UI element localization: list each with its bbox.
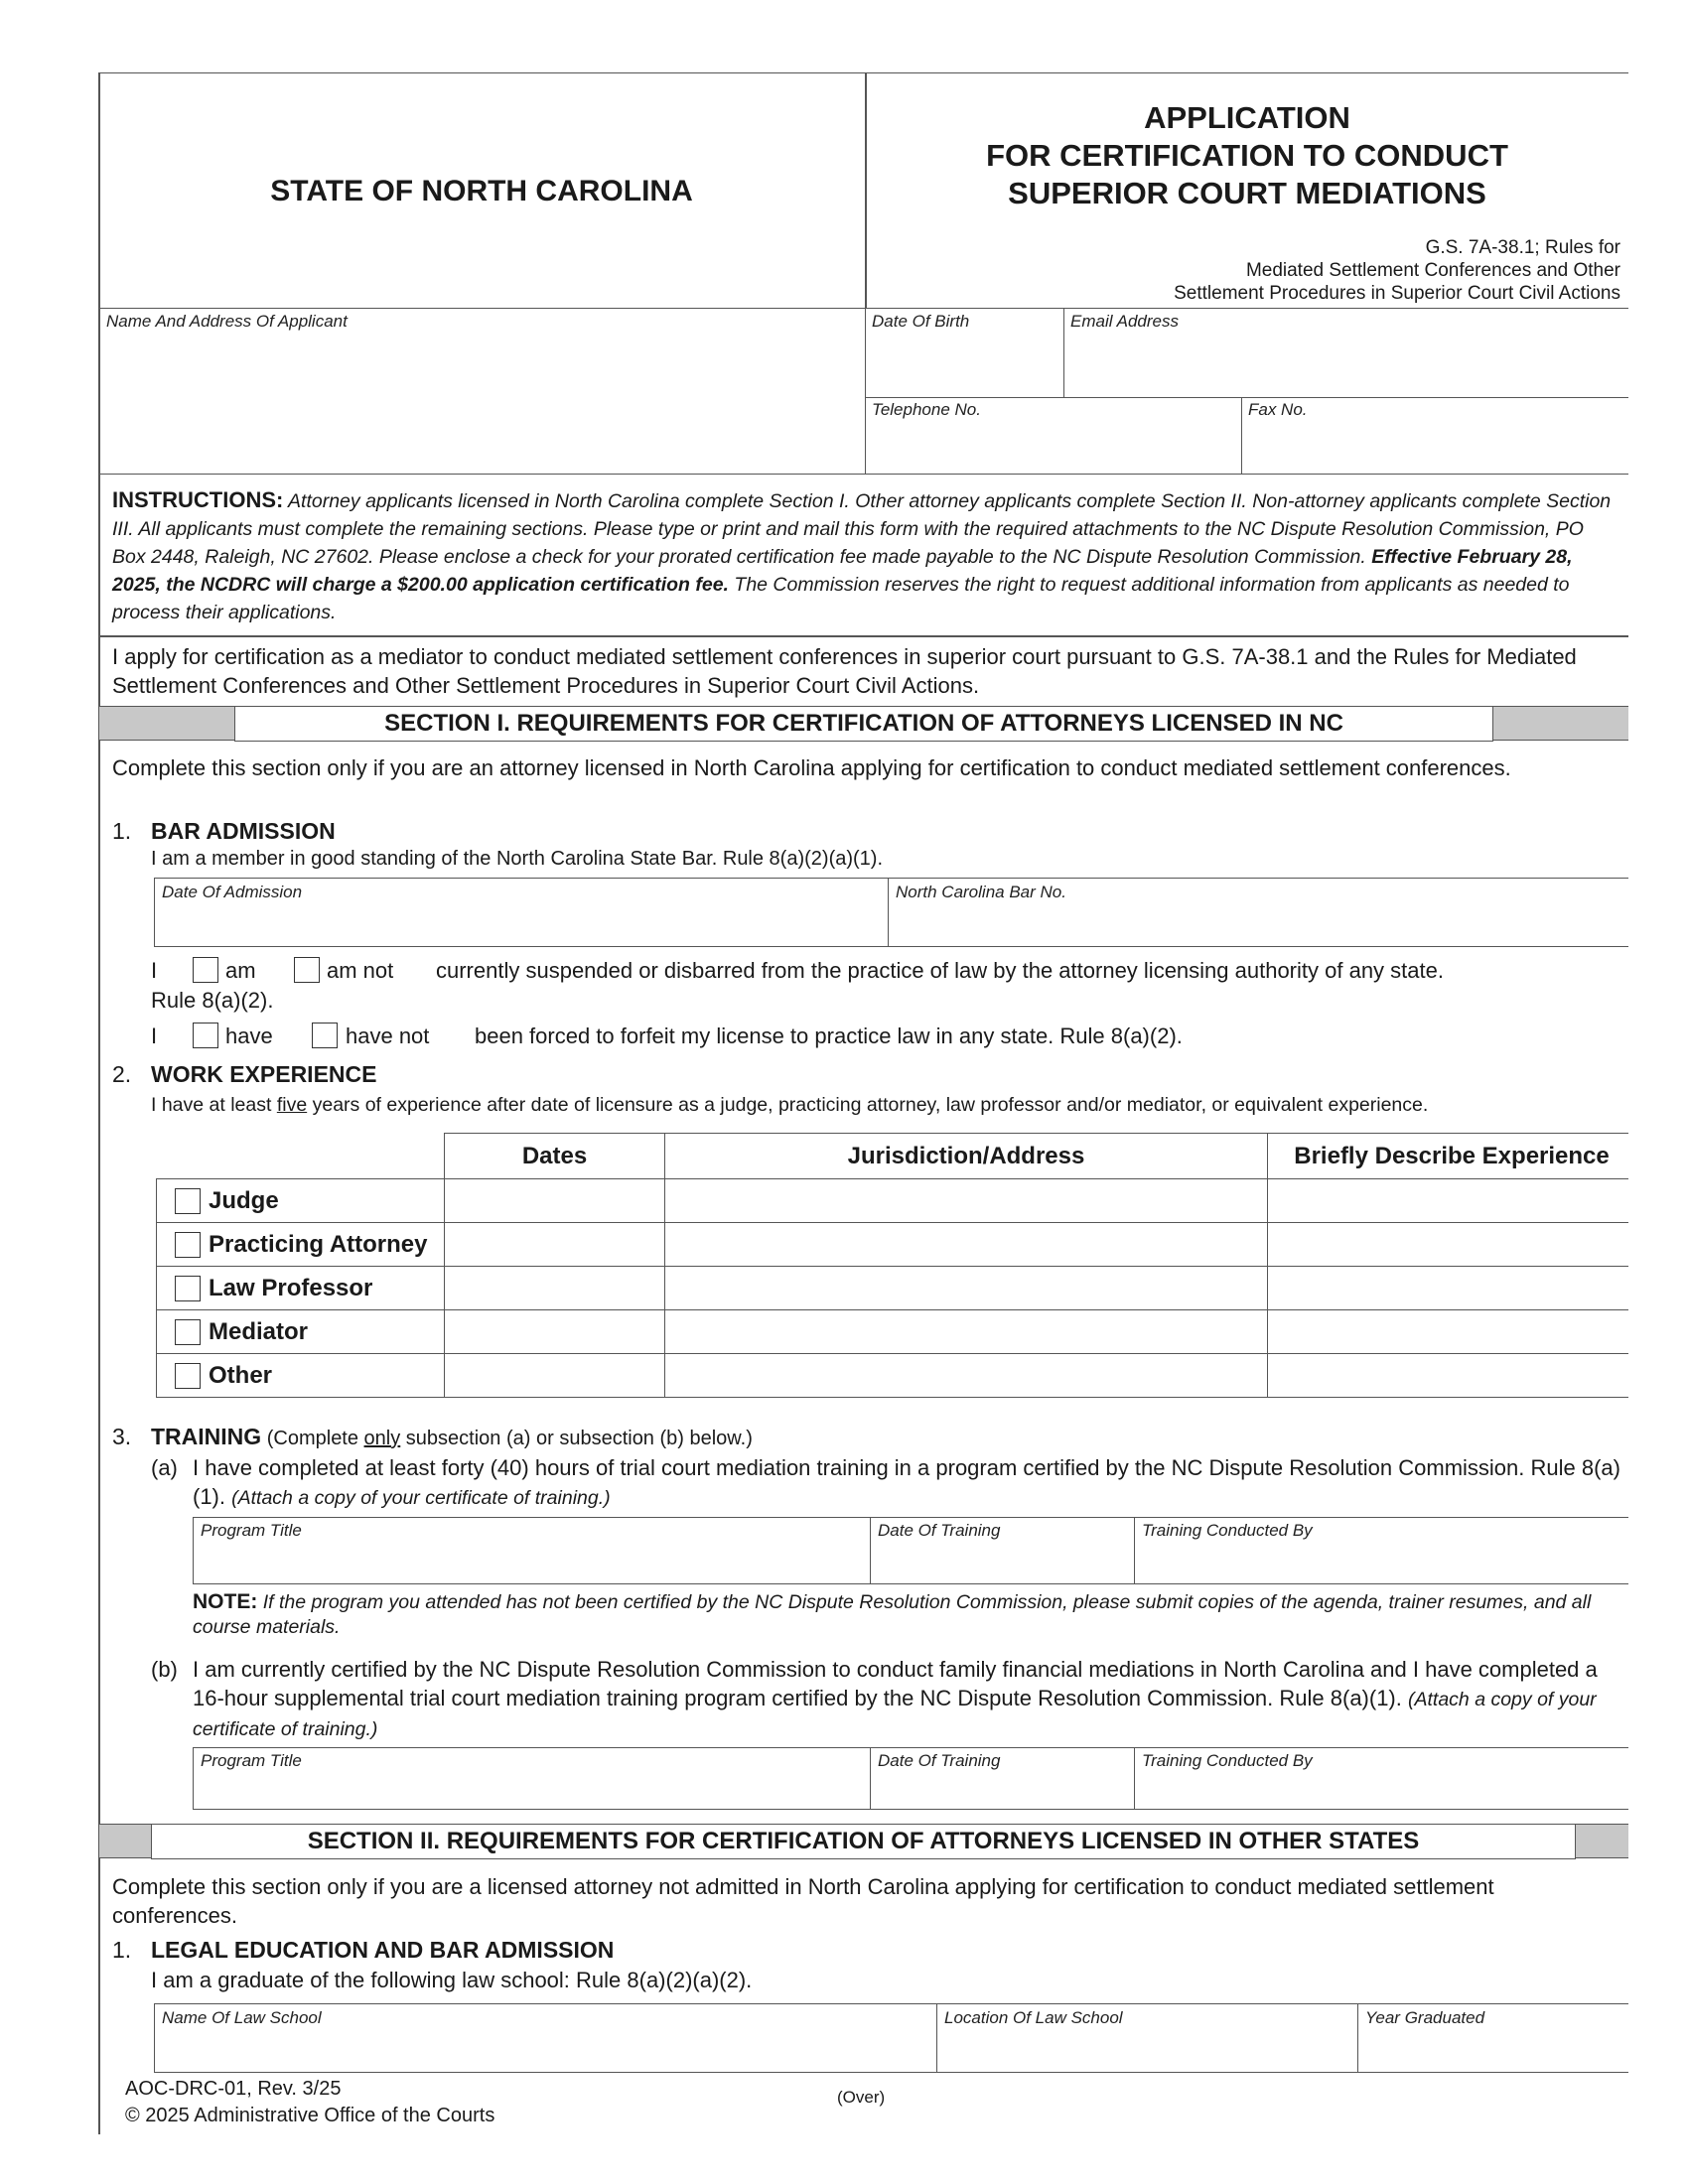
am-checkbox[interactable] (193, 957, 218, 983)
training-a-text (193, 1453, 1622, 1512)
form-title-line1: APPLICATION (1144, 100, 1350, 135)
instructions-fee-notice: Effective February 28, 2025, the NCDRC will charge a $200.00 application certification fee. (112, 546, 1573, 596)
training-b-attach: (Attach a copy of your certificate of training.) (193, 1689, 1597, 1740)
training-a-label: (a) (151, 1455, 178, 1480)
training-b-statement: I am currently certified by the NC Dispute Resolution Commission to conduct family financial mediations in North Carolina and I have completed a 16-hour supplemental trial court mediation training program certified by the NC Dispute Resolution Commission. Rule 8(a)(1). (193, 1657, 1598, 1710)
training-b-label: (b) (151, 1657, 178, 1682)
training-heading-line (151, 1424, 753, 1450)
professor-description-cell[interactable] (1268, 1267, 1636, 1310)
statute-line1: G.S. 7A-38.1; Rules for (1425, 237, 1620, 258)
telephone-label: Telephone No. (872, 400, 981, 419)
forfeit-i: I (151, 1024, 158, 1048)
work-statement-post: years of experience after date of licensure as a judge, practicing attorney, law professor and/or mediator, or equivalent experience. (307, 1094, 1429, 1116)
section1-intro: Complete this section only if you are an attorney licensed in North Carolina applying for certification to conduct mediated settlement conferences. (112, 755, 1511, 780)
am-not-label: am not (327, 958, 394, 983)
law-school-statement: I am a graduate of the following law school: Rule 8(a)(2)(a)(2). (151, 1968, 753, 1992)
work-statement-pre: I have at least (151, 1094, 277, 1116)
date-of-birth-label: Date Of Birth (872, 312, 970, 331)
training-b-date-label: Date Of Training (878, 1751, 1001, 1770)
year-graduated-label: Year Graduated (1365, 2008, 1485, 2027)
instructions-text1: Attorney applicants licensed in North Carolina complete Section I. Other attorney applicants complete Section II. Non-attorney applicants complete Section III. All applicants must complete the remaining sections. Please type or print and mail this form with the required attachments to the NC Dispute Resolution Commission, PO Box 2448, Raleigh, NC 27602. Please enclose a check for your prorated certification fee made payable to the NC Dispute Resolution Commission. (112, 490, 1612, 568)
form-title-line3: SUPERIOR COURT MEDIATIONS (1008, 176, 1486, 210)
am-label: am (225, 958, 256, 983)
column-description: Briefly Describe Experience (1268, 1134, 1636, 1179)
bar-admission-statement: I am a member in good standing of the North Carolina State Bar. Rule 8(a)(2)(a)(1). (151, 848, 884, 870)
work-table-corner (157, 1134, 445, 1179)
copyright: © 2025 Administrative Office of the Courts (125, 2105, 495, 2126)
apply-statement: I apply for certification as a mediator to conduct mediated settlement conferences in superior court pursuant to G.S. 7A-38.1 and the Rules for Mediated Settlement Conferences and Other Settlement Procedures in Superior Court Civil Actions. (112, 644, 1577, 698)
suspended-i: I (151, 958, 158, 983)
bar-admission-heading: BAR ADMISSION (151, 818, 336, 844)
applicant-name-address-label: Name And Address Of Applicant (106, 312, 348, 331)
statute-line3: Settlement Procedures in Superior Court Civil Actions (1174, 283, 1620, 304)
instructions-box-bottom (98, 635, 1628, 637)
statute-reference (866, 236, 1620, 305)
work-row-judge (157, 1179, 1636, 1223)
judge-description-cell[interactable] (1268, 1179, 1636, 1223)
form-title-line2: FOR CERTIFICATION TO CONDUCT (986, 138, 1508, 173)
column-jurisdiction: Jurisdiction/Address (665, 1134, 1268, 1179)
training-b-by-label: Training Conducted By (1142, 1751, 1313, 1770)
legal-education-num: 1. (112, 1937, 132, 1963)
form-title (866, 99, 1628, 212)
professor-dates-cell[interactable] (445, 1267, 665, 1310)
instructions (112, 486, 1621, 626)
work-experience-heading: WORK EXPERIENCE (151, 1061, 377, 1087)
judge-label: Judge (209, 1186, 279, 1214)
work-row-law-professor (157, 1267, 1636, 1310)
applicant-name-address-field[interactable] (98, 308, 866, 475)
training-a-attach: (Attach a copy of your certificate of training.) (231, 1487, 611, 1509)
training-paren-only: only (363, 1428, 401, 1449)
work-experience-num: 2. (112, 1061, 132, 1087)
attorney-description-cell[interactable] (1268, 1223, 1636, 1267)
law-professor-checkbox[interactable] (175, 1276, 201, 1301)
have-checkbox[interactable] (193, 1023, 218, 1048)
work-table-header (157, 1134, 1636, 1179)
have-not-label: have not (346, 1024, 430, 1048)
other-label: Other (209, 1361, 273, 1389)
section2-intro: Complete this section only if you are a licensed attorney not admitted in North Carolina applying for certification to conduct mediated settlement conferences. (112, 1874, 1494, 1928)
training-b-program-label: Program Title (201, 1751, 302, 1770)
other-dates-cell[interactable] (445, 1354, 665, 1398)
column-dates: Dates (445, 1134, 665, 1179)
instructions-text2: The Commission reserves the right to request additional information from applicants as needed to process their applications. (112, 574, 1570, 623)
training-a-statement: I have completed at least forty (40) hours of trial court mediation training in a program certified by the NC Dispute Resolution Commission. Rule 8(a)(1). (193, 1455, 1620, 1509)
practicing-attorney-checkbox[interactable] (175, 1232, 201, 1258)
professor-jurisdiction-cell[interactable] (665, 1267, 1268, 1310)
form-number: AOC-DRC-01, Rev. 3/25 (125, 2078, 342, 2100)
training-paren-post: subsection (a) or subsection (b) below.) (400, 1428, 753, 1449)
forfeit-text: been forced to forfeit my license to practice law in any state. Rule 8(a)(2). (475, 1024, 1183, 1048)
legal-education-heading: LEGAL EDUCATION AND BAR ADMISSION (151, 1937, 615, 1963)
work-experience-statement (151, 1092, 1428, 1118)
training-b-text (193, 1655, 1603, 1743)
training-a-program-label: Program Title (201, 1521, 302, 1540)
email-label: Email Address (1070, 312, 1179, 331)
mediator-label: Mediator (209, 1317, 309, 1345)
fax-label: Fax No. (1248, 400, 1308, 419)
other-checkbox[interactable] (175, 1363, 201, 1389)
statute-line2: Mediated Settlement Conferences and Other (1245, 260, 1620, 281)
table-right-clip (1628, 1122, 1688, 1420)
work-row-practicing-attorney (157, 1223, 1636, 1267)
work-row-mediator (157, 1310, 1636, 1354)
am-not-checkbox[interactable] (294, 957, 320, 983)
judge-jurisdiction-cell[interactable] (665, 1179, 1268, 1223)
state-title: STATE OF NORTH CAROLINA (270, 175, 693, 207)
have-not-checkbox[interactable] (312, 1023, 338, 1048)
training-note (193, 1589, 1622, 1640)
mediator-jurisdiction-cell[interactable] (665, 1310, 1268, 1354)
training-note-text: If the program you attended has not been certified by the NC Dispute Resolution Commission, please submit copies of the agenda, trainer resumes, and all course materials. (193, 1591, 1592, 1638)
mediator-checkbox[interactable] (175, 1319, 201, 1345)
instructions-heading: INSTRUCTIONS: (112, 487, 284, 512)
attorney-jurisdiction-cell[interactable] (665, 1223, 1268, 1267)
training-heading: TRAINING (151, 1424, 262, 1449)
date-of-admission-label: Date Of Admission (162, 883, 303, 901)
judge-checkbox[interactable] (175, 1188, 201, 1214)
mediator-description-cell[interactable] (1268, 1310, 1636, 1354)
section1-title: SECTION I. REQUIREMENTS FOR CERTIFICATION OF ATTORNEYS LICENSED IN NC (234, 706, 1493, 742)
training-a-date-label: Date Of Training (878, 1521, 1001, 1540)
over-indicator: (Over) (837, 2088, 886, 2107)
attorney-dates-cell[interactable] (445, 1223, 665, 1267)
training-a-by-label: Training Conducted By (1142, 1521, 1313, 1540)
suspended-rule: Rule 8(a)(2). (151, 988, 274, 1013)
law-school-name-label: Name Of Law School (162, 2008, 322, 2027)
judge-dates-cell[interactable] (445, 1179, 665, 1223)
suspended-text: currently suspended or disbarred from the practice of law by the attorney licensing authority of any state. (436, 958, 1444, 983)
training-note-heading: NOTE: (193, 1590, 258, 1613)
training-num: 3. (112, 1424, 132, 1449)
practicing-attorney-label: Practicing Attorney (209, 1230, 428, 1258)
mediator-dates-cell[interactable] (445, 1310, 665, 1354)
other-jurisdiction-cell[interactable] (665, 1354, 1268, 1398)
have-label: have (225, 1024, 273, 1048)
law-professor-label: Law Professor (209, 1274, 373, 1301)
bar-admission-num: 1. (112, 818, 132, 844)
work-statement-five: five (276, 1094, 308, 1116)
section2-title: SECTION II. REQUIREMENTS FOR CERTIFICATION OF ATTORNEYS LICENSED IN OTHER STATES (151, 1824, 1576, 1859)
section2-bar (98, 1824, 1628, 1858)
section1-bar (98, 706, 1628, 741)
other-description-cell[interactable] (1268, 1354, 1636, 1398)
training-paren-pre: (Complete (266, 1428, 364, 1449)
nc-bar-number-label: North Carolina Bar No. (896, 883, 1066, 901)
work-experience-table (156, 1133, 1635, 1398)
work-row-other (157, 1354, 1636, 1398)
law-school-location-label: Location Of Law School (944, 2008, 1123, 2027)
